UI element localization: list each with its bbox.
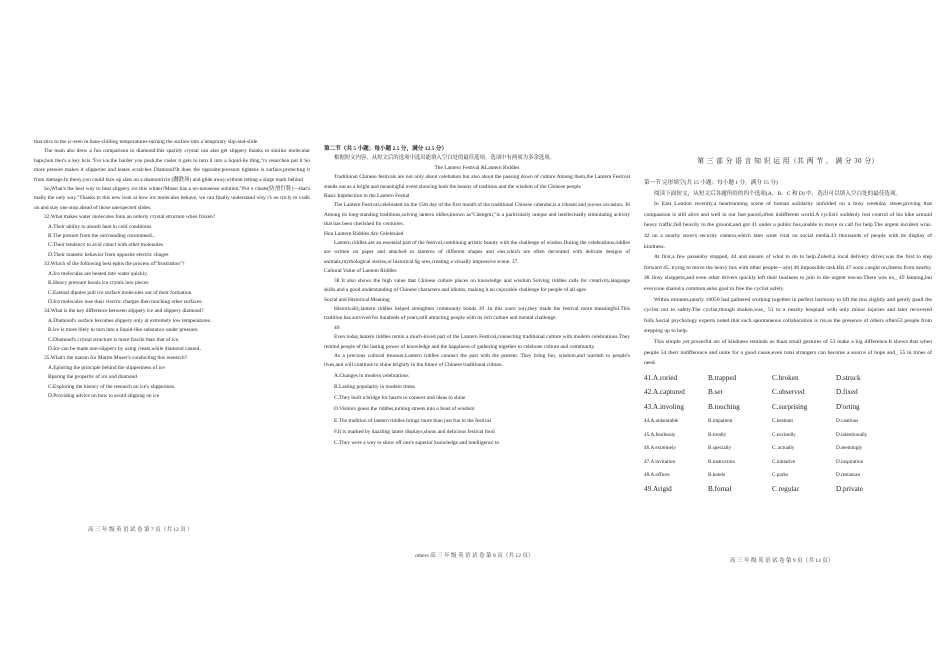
cloze-option-row xyxy=(644,470,932,481)
passage-paragraph: Lantern riddles are an essential part of the festival,combining artistic beauty with the challenge of wisdon During the celebrations,riddles are written on paper and attached to lanterns of different shapes and sies,which are often decorated with delicate designs of animals,mythological stories,or historical 6g ures,creating a visually impressive scene. 37. xyxy=(324,240,630,265)
passage-subheading: Basic Intpduction to the Lantern Festial xyxy=(324,193,410,200)
cloze-option: D.struck xyxy=(836,373,861,382)
answer-option: C.They built a bridge for hearts to connect and ideas to shine xyxy=(334,395,466,402)
exam-page-7 xyxy=(0,0,318,672)
section-instruction: 阅读下面短文，从短文后各题所给的四个选项(A、B、C 和 D) 中，选出可以填入空白处的最佳选项。 xyxy=(654,190,902,197)
cloze-option: C.observed xyxy=(772,388,805,397)
cloze-options xyxy=(644,373,932,496)
question-item xyxy=(34,213,310,260)
section-header: 第一节 完形填空(共 15 小题；每小题 1 分，满分 15 分) xyxy=(644,180,778,186)
cloze-option: B.fomal xyxy=(708,484,732,493)
passage-paragraph: The Lantern Festival,celebrated on the 15th day of the first month of the traditional Chinese calendar,is a vibrant and joyous occasion. 36 Among its long-standing traditions,solving lantern iddles,known as"Cdengmi,"is a particularly unique and intellectually stimulating activity that has been cherished for centuries. xyxy=(324,202,630,228)
answer-option: C.Exploring the history of the research on ice's slipperines. xyxy=(48,383,176,390)
cloze-option: C.excitedly xyxy=(772,431,796,438)
answer-option: Bparing the propertic of ice and diamond xyxy=(48,374,137,381)
cloze-option-row xyxy=(644,402,932,414)
question-stem: 32.What makes water molecules fonn an orderly crystal structure when frozen? xyxy=(44,214,216,221)
passage-subheading: Social and Historical Meaning xyxy=(324,296,390,303)
cloze-option: 41.A.roried xyxy=(644,373,678,382)
passage-paragraph: In East London recently,a heartrunning scene of human solidarity unfolded on a busy weekday street,proving that compassion is still alive and well in our fast-paced,often indifferent world.A cyclist1 suddenly lost control of his bike armuid heavy traffic,fell heavily to the ground,and got 41 under a public bus,unable to move or call for help.The urgent incident wras. 42 on a nearby store's security camera,which later went viral on social media.43 thousands of people with its display of kindness. xyxy=(644,201,932,250)
cloze-option-row xyxy=(644,416,932,427)
section-header: 第二节（共 5 小题；每小题 2.5 分，满分 12.5 分） xyxy=(324,146,448,152)
cloze-option: 48.A.offices xyxy=(644,472,670,479)
page-footer-8: others 高 三 年 级 英 语 试 卷 第 8 页（共 12 页） xyxy=(415,553,534,559)
cloze-option: C. actually xyxy=(772,445,795,452)
question-item xyxy=(34,307,310,354)
answer-option: B.The presure from the surrounding cnironmenL. xyxy=(48,233,155,240)
cloze-option: C regular xyxy=(772,484,799,493)
answer-option: A.Diamond's surface becomes slippery only at extremely low temperatures. xyxy=(48,317,212,324)
cloze-option: C.broken xyxy=(772,373,799,382)
passage-paragraph: As a precious cultural treasure,Lantern riddles connect the past with the present. They bring fun, wisdom,and warmth to people's lives,and will continue to shine brightly in the future of Chinese traditional culture. xyxy=(324,352,630,369)
cloze-option: B.hotels xyxy=(708,472,726,479)
cloze-option: 43.A.involing xyxy=(644,402,684,411)
cloze-option-row xyxy=(644,373,932,385)
cloze-option: B.trapped xyxy=(708,373,737,382)
cloze-option: D.seemingly xyxy=(836,445,863,452)
cloze-option: 47.A invitation xyxy=(644,458,676,465)
passage-body xyxy=(324,173,630,371)
answer-option: A.Eploring the principle behind the slipperiness of ice xyxy=(48,364,165,371)
section-instruction: 根据短文内容，从短文后的选项中选出能填入空白处的最佳选项。选项中有两项为多余选项。 xyxy=(334,155,556,162)
part-title: 第 三 部 分 语 言 知 识 运 用（共 两 节 ， 满 分 30 分） xyxy=(697,158,879,165)
answer-option: D.Providing advice on bow to avoid slipping on ice xyxy=(48,392,160,399)
cloze-option-row xyxy=(644,484,932,496)
answer-option: B.Heavy pressure breals ice crytals into pieces xyxy=(48,280,149,287)
passage-paragraph: This simple yet powerful act of kindness reminds us thaat small gestures of 53 make a big difference.It shows that when people 54 their indifference and unite for a good cause,even total strangers can become a source of hope and_ 55 in times of need. xyxy=(644,338,932,367)
question-list xyxy=(34,213,310,401)
cloze-option-row xyxy=(644,457,932,468)
cloze-option: B.set xyxy=(708,388,723,397)
answer-option: F.It is marked by dazzling lanter displays,shous and delicious festival food xyxy=(334,428,495,435)
question-stem: 35.What's the mason for Martin Muser's conducting this researcli? xyxy=(44,355,188,362)
answer-option: C.Eaemal dipoles pull ice surface molecules out of their formation xyxy=(48,289,192,296)
answer-option: D.Visitors guess the riddles,turning streets into a feast of wisdom xyxy=(334,406,475,413)
cloze-option: D.fixed xyxy=(836,388,858,397)
cloze-option: 45.A.fearlessly xyxy=(644,431,676,438)
cloze-option: B.instruction xyxy=(708,458,735,465)
passage-paragraph: 40 xyxy=(334,324,340,331)
page-footer-7: 高 三 年 级 英 语 试 卷 第 7 页（共 12 页 ） xyxy=(88,527,193,533)
page-footer-9: 高 三 年 级 英 语 试 卷 第 9 页（共 12 页） xyxy=(730,558,834,564)
cloze-option: 49.Arigid xyxy=(644,484,672,493)
passage-subheading: Hou Lantern Riddles Are Celebruied xyxy=(324,230,404,237)
cloze-option: 42.A.captured xyxy=(644,388,685,397)
exam-page-9 xyxy=(638,0,950,672)
question-item xyxy=(34,354,310,401)
answer-option: C.Diamond's crystal structure is more fracile than that of ice. xyxy=(48,336,180,343)
exam-page-8 xyxy=(318,0,638,672)
answer-option: B.Lasting popularity in modern times xyxy=(334,383,415,390)
passage-title: The Lantern Festival &Lantern Riddles xyxy=(434,164,520,171)
passage-paragraph: 38 It also shows the high value that Chinese culture places on knowledge and wisdom Solving riddles calls for creativity,language skills,and a good understanding of Chinese characters and idioms, making it an cnjoyable challenge for people of all ages xyxy=(324,277,630,294)
cloze-option: D.cautious xyxy=(836,418,859,425)
passage-body xyxy=(34,138,310,213)
passage-paragraph: So,What's the best way to beat slippery ice this winter?Maser has a no-nonsense solution;"Put o cleats(防滑钉鞋)—that's mally the only way."Thanks to this new look at how ice molecules behave, we can finally understand why i's no tricly to vralk on and stay one stop ahead of those unexpected slides. xyxy=(34,186,310,211)
passage-body xyxy=(644,199,932,369)
cloze-option: D.inspiration xyxy=(836,458,864,465)
passage-paragraph: Traditional Chinese festivals are not only about celebation but also about the passing down of culture.Among them,the Lantern Festival stands out as a bright and meaningful event,showing both the beauty of tradition and the wisdom of the Chinese people xyxy=(324,174,630,190)
answer-option: A.Their ability to absarb heat in cold conditions xyxy=(48,223,152,230)
answer-option: D.Their manetic behavior from opposite electric chuges xyxy=(48,251,169,258)
question-stem: 34.What is the key difference between slippery ice and slippery diamond? xyxy=(44,308,204,315)
cloze-option: 46.A extremely xyxy=(644,445,676,452)
cloze-option: B.specially xyxy=(708,445,732,452)
passage-subheading: Cultural Value of Lantem Riddles xyxy=(324,268,397,275)
cloze-option: 44.A.unbearable xyxy=(644,418,679,425)
cloze-option-row xyxy=(644,430,932,441)
passage-paragraph: that stics to the ic-eren in bane-chilling temperatures-turning the surface into a lemporary slip-and-slide. xyxy=(34,139,259,145)
passage-paragraph: Within minutes,nearly 10050 had gathered working together in perfect harmony to lift the bus slightly and gently paull the cyclist out to safety.The cyclist,though shaken,was_ 51 to a nearby hospianl with only minor injuries and later recovered fully.Social psychology experts noted that such spontaneous collaboration is rre,as the presence of others often52 people from stepping up to help. xyxy=(644,296,932,335)
cloze-option: C.hesitant xyxy=(772,418,793,425)
answer-option: A.Ice molecules are heated into water quickly. xyxy=(48,270,148,277)
passage-paragraph: Historically,lantern riddles helped strengthen community bonds 39 .In this warn way,they made the festival more meaningful.This tradition has survived for hundreds of years,still attracting people with its rich culture and mental challenge. xyxy=(324,305,630,322)
answer-option: C.Their tendency to avid cntuct with other moleuules xyxy=(48,242,163,249)
answer-option: D.Ice molecules lose their clectric charges then touching other surfaces. xyxy=(48,298,203,305)
cloze-option: C.parks xyxy=(772,472,788,479)
question-stem: 33.Which of the following best eplns the process of"frustration"? xyxy=(44,261,185,268)
cloze-option: D'orting xyxy=(836,402,860,411)
question-item xyxy=(34,260,310,307)
cloze-option: D.intentionally xyxy=(836,431,868,438)
passage-paragraph: Even today,lantern riddles remin a much-loved part of the Lantern Festival,connecting traditional culture with modern celebrations.They remind people of the lasting power of knowledge and the happiness of gathering together to celebrate culture and community. xyxy=(324,334,630,350)
cloze-option-row xyxy=(644,387,932,399)
cloze-option: B.impatient xyxy=(708,418,733,425)
cloze-option: B.touching xyxy=(708,402,740,411)
cloze-option-row xyxy=(644,443,932,454)
cloze-option: B.tiredly xyxy=(708,431,727,438)
cloze-option: C.initiative xyxy=(772,458,796,465)
passage-paragraph: The team abo drew a fun comparison to diamond:this sparidy crystal can also get slippery thanks to similur molecular haps,bun ther's a key bcis."For ice,the harder you push,the casier it gets to turn il into a liquid-lie tling,"rs resarchen put it So more presure makes it slipperier and leates scralches Diamond?It does the opposite:pressure tightens is surface,protecting it from damage.In theoy,you could face op slats on a diamond rin (跚跌场) and glide away,without letting a singe mark behind xyxy=(34,148,310,183)
answer-option: C.They were a wey to show off one's superior knowledge and intelligence to xyxy=(334,439,500,446)
answer-option: B.Ice is more lilely to turn into a liquid-like substance under pressure. xyxy=(48,327,199,334)
option-list xyxy=(324,371,630,449)
cloze-option: D.restauran xyxy=(836,472,861,479)
answer-option: D.Ice can be made non-slippery by using cleats,while diamond cannoL xyxy=(48,345,202,352)
answer-option: A.Changes in modern celebrations xyxy=(334,372,409,379)
passage-paragraph: At first,a few passenby stopped, 44 and unsure of what to do to help.Zohe0,a local delivery driver,was the first to step forward 45 .trying to move the heavy bus with other people—a(n) 46 impossible task.His 47 soon caught on,theess from nearby. 48 Jinsy shoppers,and even other drivers quickly left their business to join in the urgent rescue.There was no_ 49 fanning,but everyone shared a common,selss goal:to free the cyclist safely. xyxy=(644,254,932,292)
cloze-option: C.surprising xyxy=(772,402,808,411)
cloze-option: D.private xyxy=(836,484,863,493)
answer-option: E.The tradition of lantern riddles brings more than just fun to the festival xyxy=(334,417,492,424)
